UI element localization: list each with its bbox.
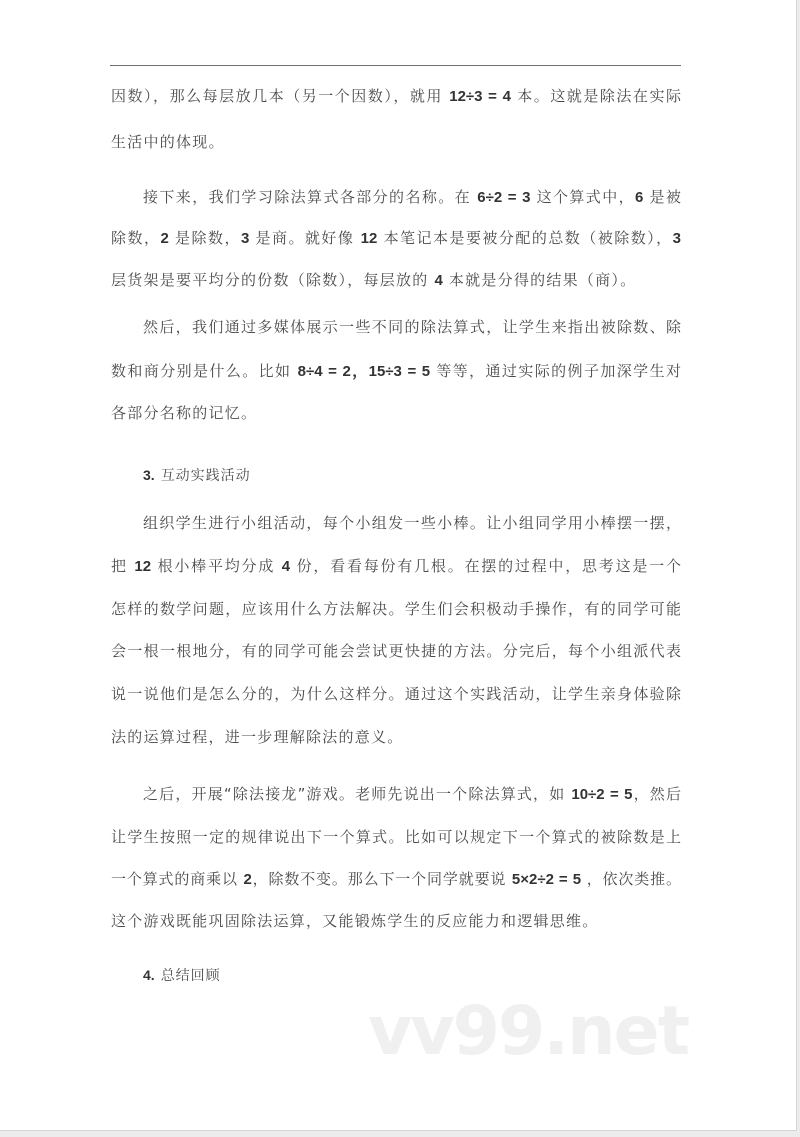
paragraph-4-line-6: 法的运算过程，进一步理解除法的意义。 xyxy=(111,728,404,746)
section-number: 4. xyxy=(143,967,155,983)
number: 2 xyxy=(160,230,169,247)
number: 12 xyxy=(134,558,152,575)
number: 3 xyxy=(672,230,681,247)
text-run: 因数），那么每层放几本（另一个因数），就用 xyxy=(111,87,443,105)
paragraph-2-line-3 xyxy=(111,268,681,292)
paragraph-4-line-4: 会一根一根地分，有的同学可能会尝试更快捷的方法。分完后，每个小组派代表 xyxy=(111,642,681,660)
section-title: 互动实践活动 xyxy=(160,468,251,484)
paragraph-1-line-2: 生活中的体现。 xyxy=(111,133,225,151)
text-run: ，除数不变。那么下一个同学就要说 xyxy=(251,870,507,888)
number: 6 xyxy=(635,189,644,206)
text-run: 份，看看每份有几根。在摆的过程中，思考这是一个 xyxy=(296,557,681,575)
text-run: 是被 xyxy=(649,188,681,206)
paragraph-4-line-5: 说一说他们是怎么分的，为什么这样分。通过这个实践活动，让学生亲身体验除 xyxy=(111,685,681,703)
section-4-heading xyxy=(143,963,221,987)
paragraph-3-line-2 xyxy=(111,359,681,383)
paragraph-3-line-3: 各部分名称的记忆。 xyxy=(111,404,258,422)
text-run: 本。这就是除法在实际 xyxy=(517,87,681,105)
text-run: 本就是分得的结果（商）。 xyxy=(448,271,637,289)
paragraph-5-line-2: 让学生按照一定的规律说出下一个算式。比如可以规定下一个算式的被除数是上 xyxy=(111,828,681,846)
number: 2 xyxy=(243,871,252,888)
paragraph-4-line-2 xyxy=(111,554,681,578)
text-run: 把 xyxy=(111,557,128,575)
math-expression: 10÷2 = 5 xyxy=(571,786,633,803)
text-run: 除数， xyxy=(111,229,161,247)
paragraph-2-line-1 xyxy=(143,185,681,209)
text-run: 之后，开展“除法接龙”游戏。老师先说出一个除法算式，如 xyxy=(143,785,566,803)
math-expression: 5×2÷2 = 5 xyxy=(511,871,582,888)
section-number: 3. xyxy=(143,467,155,483)
text-run: 本笔记本是要被分配的总数（被除数）， xyxy=(383,229,673,247)
paragraph-3-line-1: 然后，我们通过多媒体展示一些不同的除法算式，让学生来指出被除数、除 xyxy=(143,318,681,336)
text-run: ，依次类推。 xyxy=(586,870,681,888)
paragraph-4-line-1: 组织学生进行小组活动，每个小组发一些小棒。让小组同学用小棒摆一摆， xyxy=(143,514,681,532)
text-run: 等等，通过实际的例子加深学生对 xyxy=(436,362,681,380)
text-run: 接下来，我们学习除法算式各部分的名称。在 xyxy=(143,188,472,206)
watermark: vv99.net xyxy=(368,992,689,1071)
section-3-heading xyxy=(143,463,251,487)
number: 3 xyxy=(240,230,250,247)
math-expression: 8÷4 = 2，15÷3 = 5 xyxy=(297,363,431,380)
math-expression: 6÷2 = 3 xyxy=(477,189,531,206)
text-run: 层货架是要平均分的份数（除数），每层放的 xyxy=(111,271,429,289)
number: 12 xyxy=(360,230,378,247)
number: 4 xyxy=(434,272,443,289)
text-run: 根小棒平均分成 xyxy=(157,557,276,575)
text-run: 一个算式的商乘以 xyxy=(111,870,238,888)
section-title: 总结回顾 xyxy=(160,968,221,984)
paragraph-1-line-1 xyxy=(111,84,681,108)
number: 4 xyxy=(281,558,291,575)
header-rule xyxy=(110,65,681,66)
text-run: 是商。就好像 xyxy=(255,229,355,247)
text-run: 这个算式中， xyxy=(536,188,636,206)
paragraph-5-line-3 xyxy=(111,867,681,891)
paragraph-5-line-1 xyxy=(143,782,681,806)
text-run: 数和商分别是什么。比如 xyxy=(111,362,292,380)
math-expression: 12÷3 = 4 xyxy=(449,88,511,105)
paragraph-5-line-4: 这个游戏既能巩固除法运算，又能锻炼学生的反应能力和逻辑思维。 xyxy=(111,912,599,930)
paragraph-2-line-2 xyxy=(111,226,681,250)
text-run: 是除数， xyxy=(175,229,241,247)
text-run: ，然后 xyxy=(632,785,681,803)
paragraph-4-line-3: 怎样的数学问题，应该用什么方法解决。学生们会积极动手操作，有的同学可能 xyxy=(111,600,681,618)
